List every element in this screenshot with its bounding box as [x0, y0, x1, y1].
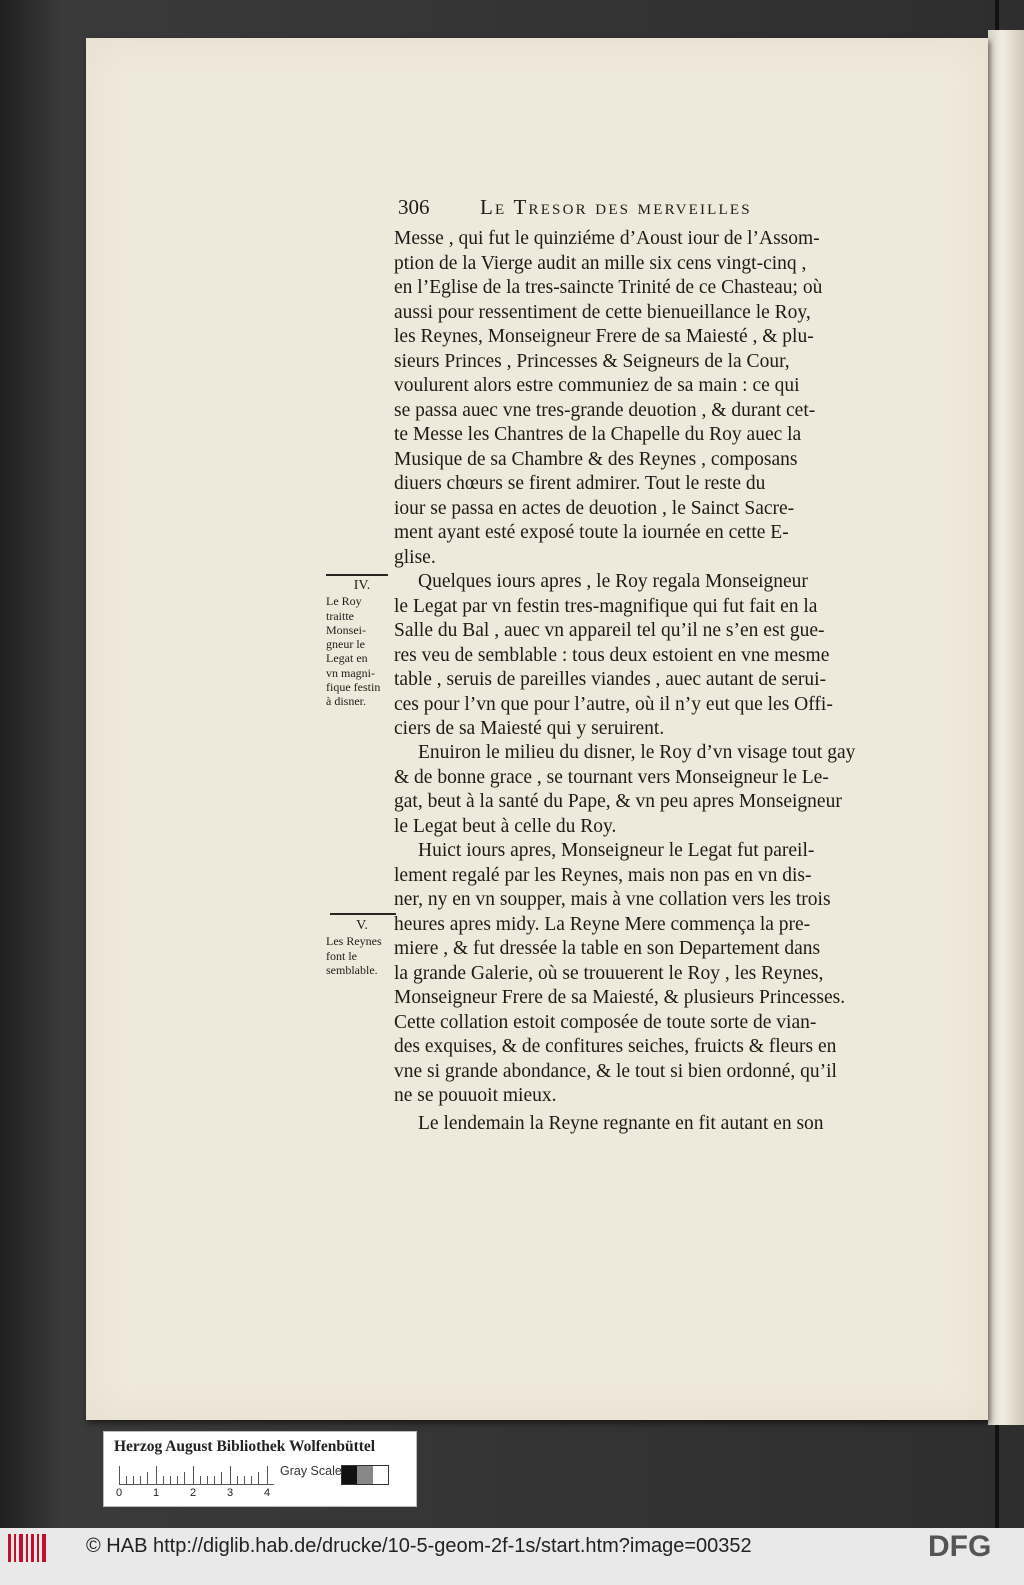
ruler-tick — [163, 1476, 164, 1484]
ruler-number: 4 — [264, 1487, 271, 1499]
swatch-white — [373, 1466, 388, 1484]
text-line: ption de la Vierge audit an mille six cens vingt-cinq , — [394, 252, 807, 274]
note-line: Les Reynes — [326, 934, 382, 949]
text-line: le Legat par vn festin tres-magnifique qui fut fait en la — [394, 595, 818, 617]
ruler-tick — [119, 1466, 120, 1484]
ruler-tick — [147, 1472, 148, 1484]
note-line: gneur le — [326, 637, 365, 652]
ruler-tick — [244, 1476, 245, 1484]
text-line: ces pour l’vn que pour l’autre, où il n’y eut que les Offi- — [394, 693, 833, 715]
text-line: diuers chœurs se firent admirer. Tout le reste du — [394, 473, 766, 494]
ruler-number: 1 — [153, 1487, 160, 1499]
barcode-bar — [31, 1534, 34, 1562]
ruler-tick — [177, 1476, 178, 1484]
ruler-tick — [258, 1472, 259, 1484]
barcode-bar — [8, 1534, 11, 1562]
text-line: Salle du Bal , auec vn appareil tel qu’il ne s’en est gue- — [394, 620, 825, 641]
text-line: glise. — [394, 546, 436, 568]
ruler-tick — [170, 1476, 171, 1484]
paragraph-3 — [394, 741, 894, 839]
paragraph-2 — [394, 570, 894, 742]
note-line: fique festin — [326, 680, 381, 695]
ruler-tick — [230, 1466, 231, 1484]
ruler-numbers — [116, 1487, 286, 1503]
swatch-black — [342, 1466, 357, 1484]
note-line: traitte — [326, 608, 354, 623]
text-line: gat, beut à la santé du Pape, & vn peu apres Monseigneur — [394, 791, 842, 812]
note-line: font le — [326, 948, 357, 963]
note-line: Legat en — [326, 651, 368, 666]
ruler-tick — [133, 1476, 134, 1484]
facing-page-edge — [988, 30, 1024, 1425]
ruler-tick — [184, 1472, 185, 1484]
text-line: ne se pouuoit mieux. — [394, 1085, 557, 1106]
text-line: ciers de sa Maiesté qui y seruirent. — [394, 718, 665, 739]
margin-note-iv — [326, 579, 398, 709]
ruler-number: 2 — [190, 1487, 197, 1499]
copyright-url[interactable]: © HAB http://diglib.hab.de/drucke/10-5-geom-2f-1s/start.htm?image=00352 — [86, 1535, 752, 1557]
scale-ruler — [119, 1466, 274, 1485]
text-line: Monseigneur Frere de sa Maiesté, & plusieurs Princesses. — [394, 987, 846, 1008]
barcode-bar — [42, 1534, 46, 1562]
text-line: des exquises, & de confitures seiches, fruicts & fleurs en — [394, 1036, 837, 1057]
text-line: miere , & fut dressée la table en son Departement dans — [394, 938, 821, 959]
text-line: la grande Galerie, où se trouuerent le Roy , les Reynes, — [394, 962, 824, 984]
text-line: en l’Eglise de la tres-saincte Trinité de ce Chasteau; où — [394, 277, 823, 298]
text-line: ment ayant esté exposé toute la iournée en cette E- — [394, 522, 789, 543]
note-line: à disner. — [326, 694, 366, 709]
ruler-tick — [214, 1476, 215, 1484]
text-line: aussi pour ressentiment de cette bienueillance le Roy, — [394, 301, 811, 323]
ruler-tick — [237, 1476, 238, 1484]
library-name: Herzog August Bibliothek Wolfenbüttel — [114, 1438, 376, 1455]
library-color-label — [103, 1431, 417, 1507]
running-title: Le Tresor des merveilles — [480, 195, 752, 219]
note-rule — [326, 574, 388, 576]
ruler-tick — [267, 1466, 268, 1484]
paragraph-4 — [394, 839, 894, 1109]
text-line: Musique de sa Chambre & des Reynes , composans — [394, 448, 798, 470]
paragraph-5 — [394, 1112, 894, 1137]
text-line: le Legat beut à celle du Roy. — [394, 815, 617, 837]
margin-note-v — [326, 919, 398, 977]
text-line: Quelques iours apres , le Roy regala Monseigneur — [418, 571, 808, 592]
ruler-tick — [251, 1476, 252, 1484]
note-line: vn magni- — [326, 665, 375, 680]
text-line: les Reynes, Monseigneur Frere de sa Maiesté , & plu- — [394, 326, 814, 347]
swatch-gray — [357, 1466, 372, 1484]
text-line: te Messe les Chantres de la Chapelle du Roy auec la — [394, 424, 802, 445]
text-line: lement regalé par les Reynes, mais non pas en vn dis- — [394, 864, 812, 886]
text-line: ner, ny en vn soupper, mais à vne collation vers les trois — [394, 889, 831, 910]
paragraph-1 — [394, 227, 894, 570]
dfg-logo: DFG — [928, 1530, 992, 1563]
ruler-number: 0 — [116, 1487, 123, 1499]
note-line: Le Roy — [326, 594, 362, 609]
ruler-tick — [207, 1476, 208, 1484]
ruler-number: 3 — [227, 1487, 234, 1499]
hab-barcode-logo — [8, 1534, 48, 1562]
page-number: 306 — [398, 195, 430, 219]
barcode-bar — [26, 1534, 28, 1562]
text-line: res veu de semblable : tous deux estoient en vne mesme — [394, 644, 830, 666]
note-line: Monsei- — [326, 622, 366, 637]
note-rule — [330, 913, 396, 915]
ruler-tick — [126, 1476, 127, 1484]
text-line: iour se passa en actes de deuotion , le Sainct Sacre- — [394, 497, 795, 519]
text-line: Enuiron le milieu du disner, le Roy d’vn visage tout gay — [418, 742, 856, 763]
gray-scale-label: Gray Scale — [280, 1464, 342, 1478]
note-number: V. — [356, 918, 368, 933]
text-line: Messe , qui fut le quinziéme d’Aoust iour de l’Assom- — [394, 228, 820, 249]
ruler-tick — [193, 1466, 194, 1484]
barcode-bar — [37, 1534, 39, 1562]
text-line: Cette collation estoit composée de toute sorte de vian- — [394, 1011, 817, 1033]
text-line: & de bonne grace , se tournant vers Monseigneur le Le- — [394, 766, 829, 788]
text-line: sieurs Princes , Princesses & Seigneurs de la Cour, — [394, 350, 790, 372]
note-line: semblable. — [326, 962, 378, 977]
ruler-tick — [140, 1476, 141, 1484]
gray-scale-swatches — [341, 1465, 389, 1485]
text-line: table , seruis de pareilles viandes , auec autant de serui- — [394, 669, 827, 690]
page-header — [398, 195, 823, 223]
note-number: IV. — [353, 578, 371, 593]
ruler-tick — [156, 1466, 157, 1484]
ruler-tick — [200, 1476, 201, 1484]
text-line: se passa auec vne tres-grande deuotion , & durant cet- — [394, 399, 816, 421]
barcode-bar — [19, 1534, 23, 1562]
text-line: Le lendemain la Reyne regnante en fit autant en son — [418, 1113, 824, 1134]
text-line: voulurent alors estre communiez de sa main : ce qui — [394, 375, 800, 396]
text-line: heures apres midy. La Reyne Mere commença la pre- — [394, 913, 811, 935]
text-line: Huict iours apres, Monseigneur le Legat fut pareil- — [418, 840, 815, 861]
ruler-tick — [221, 1472, 222, 1484]
text-line: vne si grande abondance, & le tout si bien ordonné, qu’il — [394, 1060, 837, 1082]
barcode-bar — [14, 1534, 16, 1562]
